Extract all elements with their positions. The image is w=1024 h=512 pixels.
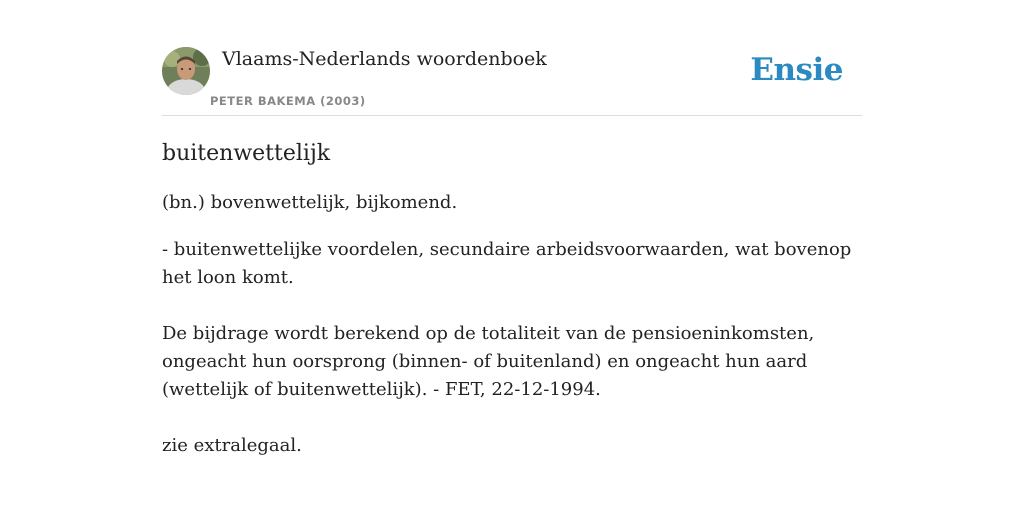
entry-quote: De bijdrage wordt berekend op de totaliteit van de pensioeninkomsten, ongeacht hun oorsprong (binnen- of buitenland) en ongeacht hun aard (wettelijk of buitenwettelijk). - FET, 22-12-1994. [162,323,815,400]
entry-definition: (bn.) bovenwettelijk, bijkomend. [162,192,458,213]
entry-example: - buitenwettelijke voordelen, secundaire arbeidsvoorwaarden, wat bovenop het loon komt. [162,239,852,288]
author-name[interactable]: PETER BAKEMA (2003) [210,94,366,108]
ensie-logo-link[interactable]: Ensie [750,52,843,88]
entry-term: buitenwettelijk [162,141,331,166]
entry-card [162,47,862,460]
author-avatar[interactable] [162,47,210,95]
entry-header [162,47,862,116]
entry-body [162,189,862,460]
entry-see-also: zie extralegaal. [162,435,302,456]
dictionary-title[interactable]: Vlaams-Nederlands woordenboek [222,48,547,70]
